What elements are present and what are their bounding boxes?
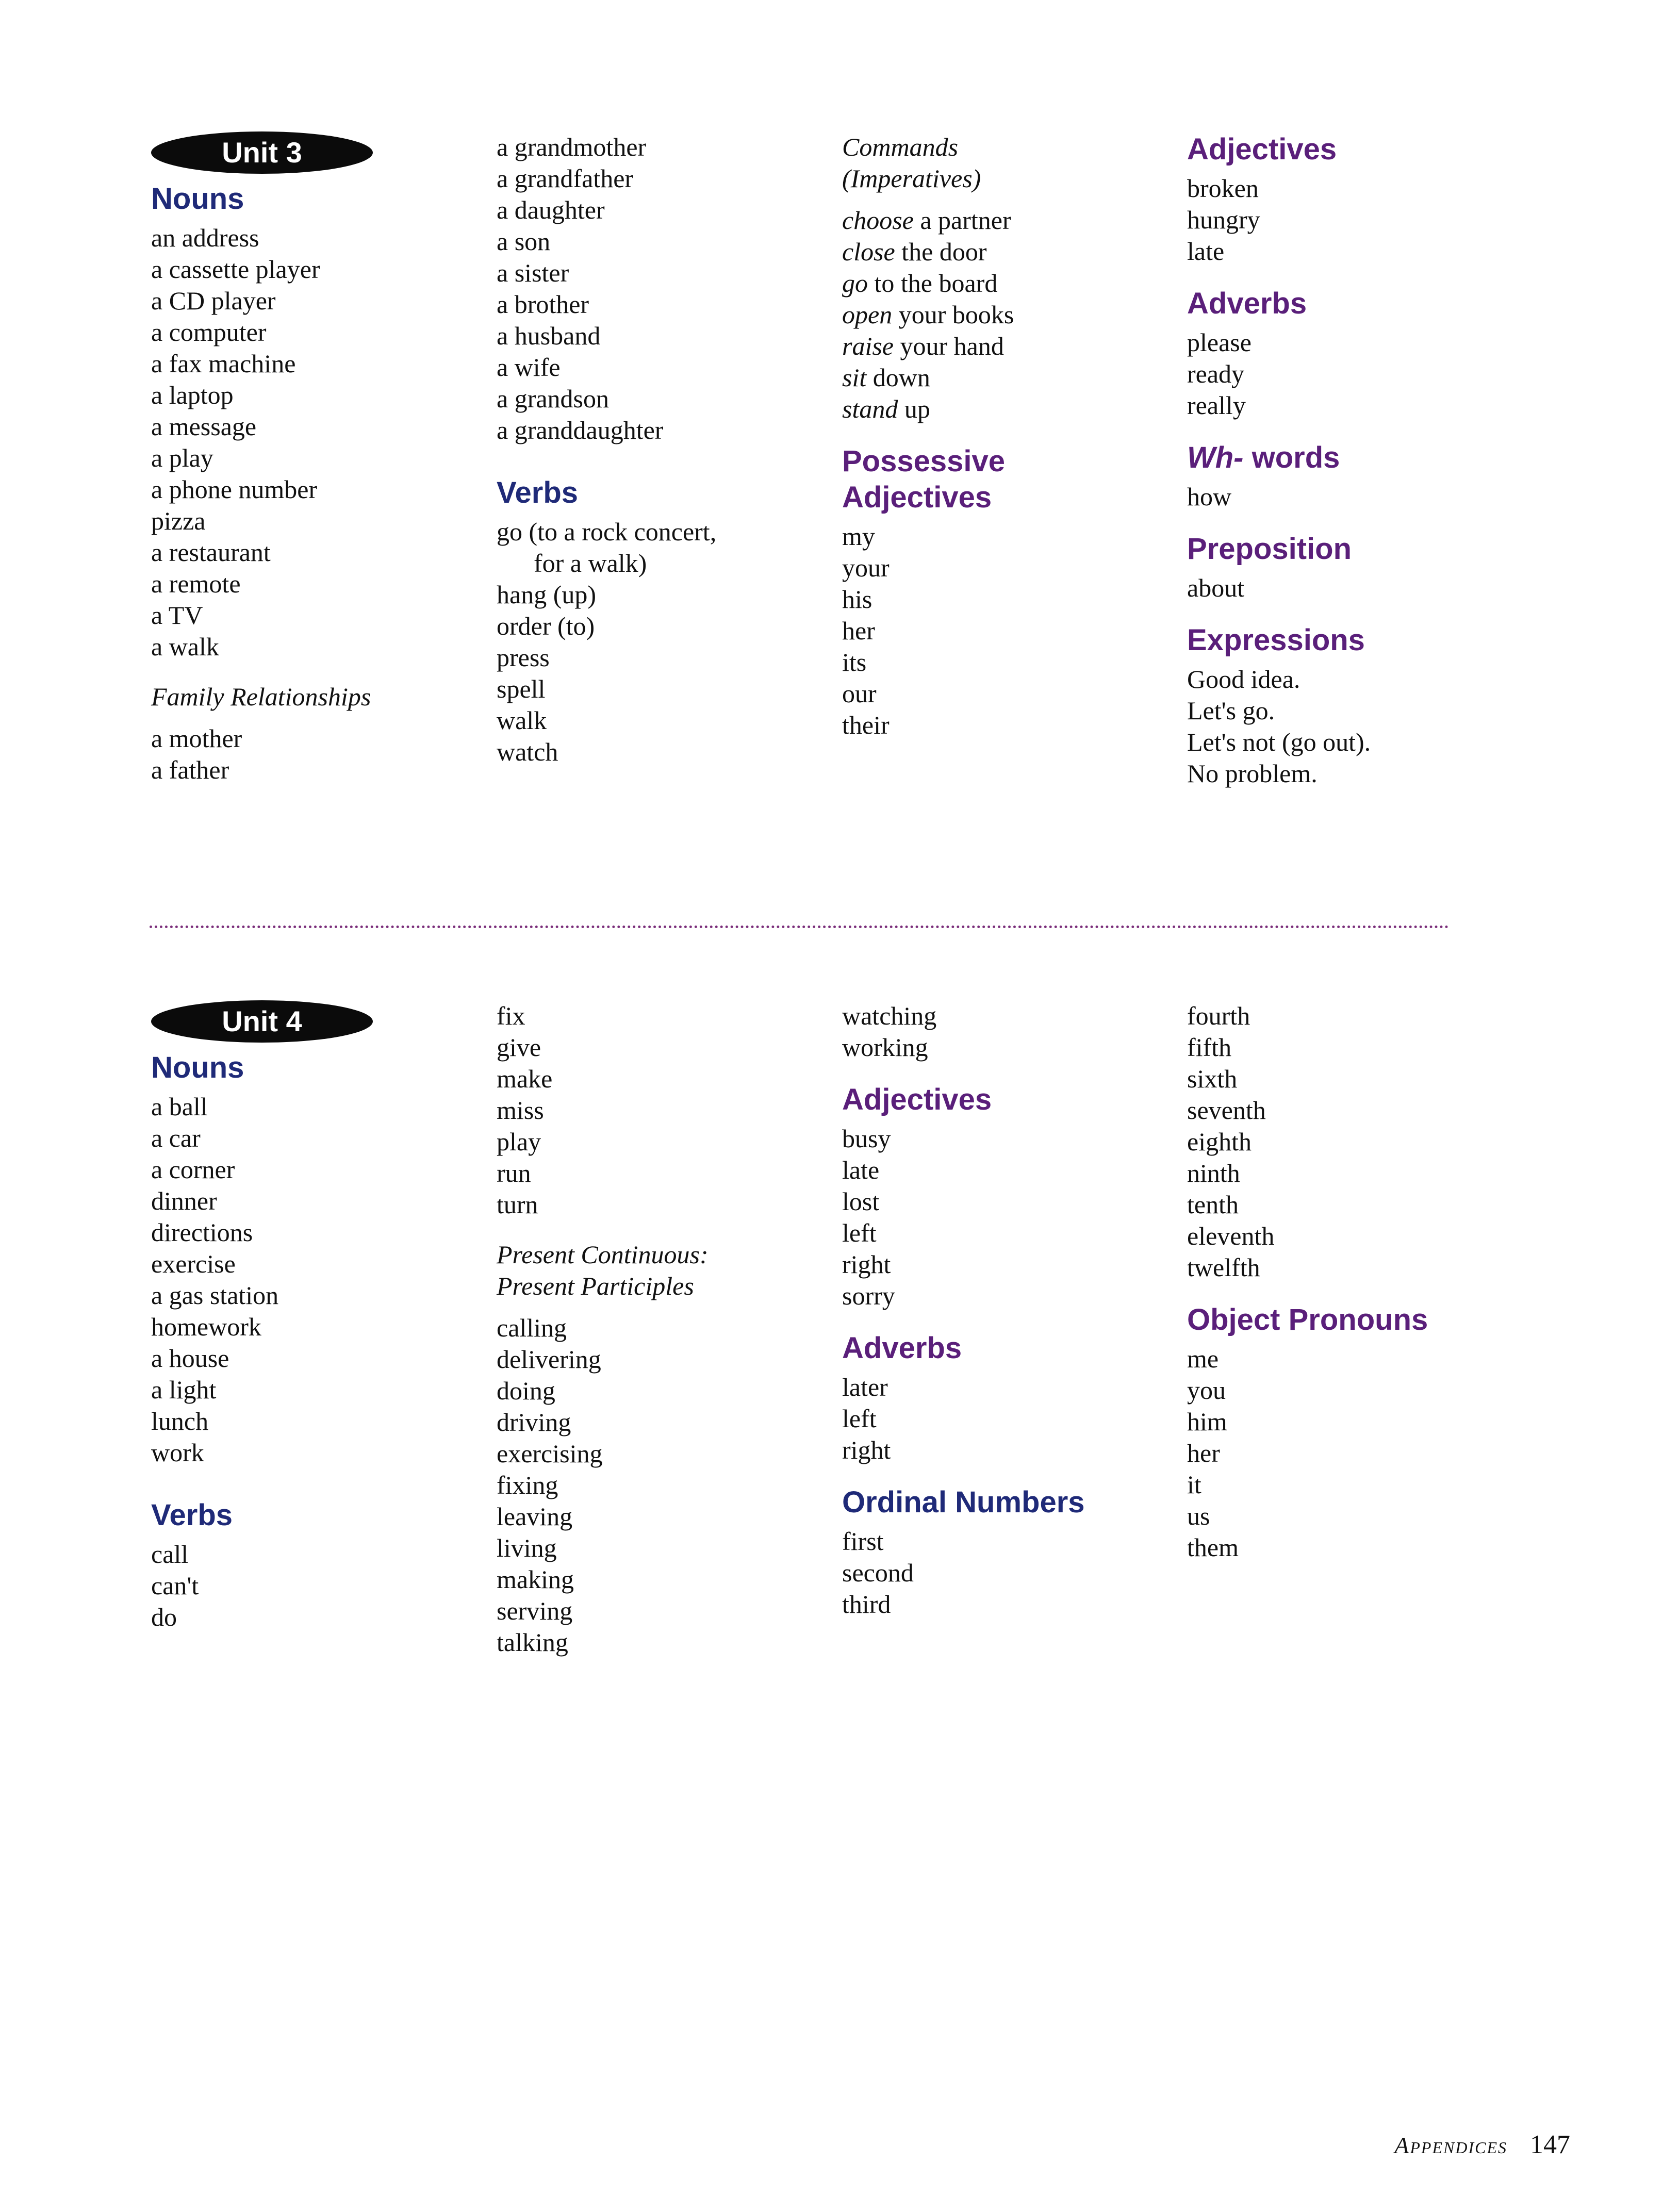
list-item: ready <box>1187 359 1245 388</box>
list-item: busy <box>842 1124 891 1153</box>
list-item: your <box>842 553 890 582</box>
list-item: sixth <box>1187 1064 1238 1093</box>
list-item: do <box>151 1603 177 1631</box>
list-item: pizza <box>151 506 206 535</box>
unit4-verbs-heading: Verbs <box>151 1498 233 1532</box>
list-item: a restaurant <box>151 538 271 567</box>
list-item: work <box>151 1438 204 1467</box>
list-item: him <box>1187 1407 1227 1436</box>
unit3-column-4 <box>1187 131 1517 789</box>
list-item: sorry <box>842 1281 895 1310</box>
unit4-column-2 <box>497 1000 827 1658</box>
list-item: second <box>842 1558 914 1587</box>
list-item: late <box>1187 237 1225 266</box>
list-item: me <box>1187 1344 1219 1373</box>
list-item: them <box>1187 1533 1239 1562</box>
unit3-commands-subheading-2: (Imperatives) <box>842 164 981 193</box>
list-item: raise your hand <box>842 332 1004 360</box>
list-item: fifth <box>1187 1033 1232 1062</box>
list-item: a grandmother <box>497 133 647 161</box>
list-item: open your books <box>842 300 1014 329</box>
list-item: close the door <box>842 237 987 266</box>
list-item: hungry <box>1187 205 1260 234</box>
list-item: delivering <box>497 1345 601 1374</box>
list-item: fourth <box>1187 1001 1250 1030</box>
list-item: ninth <box>1187 1159 1240 1187</box>
list-item: a TV <box>151 601 203 630</box>
unit3-adverbs-heading: Adverbs <box>1187 287 1307 320</box>
list-item: a fax machine <box>151 349 296 378</box>
list-item: our <box>842 679 877 708</box>
list-item: stand up <box>842 394 930 423</box>
unit3-possessive-heading-2: Adjectives <box>842 481 992 514</box>
list-item: eleventh <box>1187 1221 1275 1250</box>
list-item: for a walk) <box>534 549 647 577</box>
list-item: tenth <box>1187 1190 1239 1219</box>
list-item: a car <box>151 1124 201 1152</box>
list-item: her <box>842 616 875 645</box>
unit3-column-1 <box>151 131 481 786</box>
list-item: watch <box>497 737 558 766</box>
list-item: my <box>842 522 875 551</box>
list-item: a phone number <box>151 475 318 504</box>
list-item: its <box>842 648 867 676</box>
section-divider <box>150 926 1449 928</box>
list-item: a walk <box>151 632 219 661</box>
running-footer-label: Appendices <box>1394 2132 1507 2158</box>
list-item: lunch <box>151 1407 209 1435</box>
list-item: Good idea. <box>1187 665 1300 694</box>
list-item: a grandfather <box>497 164 634 193</box>
list-item: her <box>1187 1439 1220 1467</box>
list-item: call <box>151 1540 189 1569</box>
list-item: a son <box>497 227 551 256</box>
list-item: left <box>842 1404 877 1433</box>
list-item: a daughter <box>497 195 605 224</box>
list-item: a grandson <box>497 384 609 413</box>
unit4-adjectives-heading: Adjectives <box>842 1083 992 1116</box>
unit3-wh-words-heading: Wh- words <box>1187 441 1340 474</box>
unit4-column-4 <box>1187 1000 1517 1563</box>
list-item: a sister <box>497 258 569 287</box>
unit4-participles-subheading: Present Continuous: <box>497 1240 709 1269</box>
list-item: a father <box>151 755 229 784</box>
list-item: his <box>842 585 872 614</box>
list-item: dinner <box>151 1186 217 1215</box>
list-item: about <box>1187 573 1245 602</box>
list-item: driving <box>497 1408 571 1437</box>
list-item: go (to a rock concert, <box>497 517 717 546</box>
list-item: turn <box>497 1190 538 1219</box>
list-item: walk <box>497 706 547 735</box>
list-item: Let's not (go out). <box>1187 728 1371 756</box>
list-item: a wife <box>497 353 561 382</box>
unit3-column-3 <box>842 131 1172 741</box>
list-item: sit down <box>842 363 930 392</box>
list-item: a granddaughter <box>497 416 664 444</box>
list-item: exercise <box>151 1249 236 1278</box>
list-item: living <box>497 1533 557 1562</box>
unit3-commands-subheading: Commands <box>842 133 959 161</box>
list-item: eighth <box>1187 1127 1252 1156</box>
list-item: press <box>497 643 550 672</box>
list-item: right <box>842 1250 891 1279</box>
list-item: how <box>1187 482 1232 511</box>
list-item: a CD player <box>151 286 276 315</box>
list-item: run <box>497 1159 531 1187</box>
unit3-family-subheading: Family Relationships <box>151 682 371 711</box>
list-item: an address <box>151 223 259 252</box>
list-item: later <box>842 1373 888 1401</box>
list-item: give <box>497 1033 541 1062</box>
list-item: hang (up) <box>497 580 596 609</box>
list-item: you <box>1187 1376 1226 1405</box>
list-item: a light <box>151 1375 217 1404</box>
list-item: go to the board <box>842 269 998 298</box>
page-number: 147 <box>1530 2130 1570 2159</box>
list-item: a cassette player <box>151 255 320 284</box>
list-item: third <box>842 1590 891 1619</box>
unit3-expressions-heading: Expressions <box>1187 623 1365 657</box>
list-item: a husband <box>497 321 601 350</box>
list-item: please <box>1187 328 1252 357</box>
list-item: broken <box>1187 174 1259 203</box>
page-footer <box>1394 2130 1570 2160</box>
list-item: a house <box>151 1344 229 1373</box>
unit4-adverbs-heading: Adverbs <box>842 1331 962 1365</box>
unit3-badge: Unit 3 <box>151 131 373 174</box>
unit4-column-1 <box>151 1000 481 1633</box>
list-item: spell <box>497 674 546 703</box>
list-item: play <box>497 1127 541 1156</box>
list-item: a brother <box>497 290 589 319</box>
list-item: exercising <box>497 1439 603 1468</box>
list-item: seventh <box>1187 1096 1266 1125</box>
unit4-column-3 <box>842 1000 1172 1620</box>
unit4-object-pronouns-heading: Object Pronouns <box>1187 1303 1428 1336</box>
list-item: homework <box>151 1312 261 1341</box>
list-item: can't <box>151 1571 199 1600</box>
list-item: left <box>842 1218 877 1247</box>
unit3-possessive-heading: Possessive <box>842 444 1006 478</box>
list-item: fix <box>497 1001 525 1030</box>
list-item: right <box>842 1435 891 1464</box>
list-item: working <box>842 1033 928 1062</box>
list-item: serving <box>497 1596 573 1625</box>
list-item: their <box>842 711 890 739</box>
unit3-verbs-heading: Verbs <box>497 476 578 509</box>
list-item: lost <box>842 1187 880 1216</box>
list-item: No problem. <box>1187 759 1318 788</box>
list-item: a computer <box>151 318 267 346</box>
unit3-nouns-heading: Nouns <box>151 182 244 216</box>
list-item: miss <box>497 1096 544 1125</box>
unit4-participles-subheading-2: Present Participles <box>497 1272 694 1300</box>
list-item: a remote <box>151 569 241 598</box>
list-item: talking <box>497 1628 568 1657</box>
list-item: order (to) <box>497 612 595 640</box>
list-item: a corner <box>151 1155 235 1184</box>
list-item: a play <box>151 443 213 472</box>
unit3-preposition-heading: Preposition <box>1187 532 1352 566</box>
list-item: calling <box>497 1313 567 1342</box>
list-item: watching <box>842 1001 937 1030</box>
list-item: really <box>1187 391 1246 420</box>
list-item: directions <box>151 1218 253 1247</box>
unit4-nouns-heading: Nouns <box>151 1051 244 1084</box>
unit3-column-2 <box>497 131 827 768</box>
list-item: fixing <box>497 1471 558 1499</box>
list-item: a mother <box>151 724 242 753</box>
list-item: a message <box>151 412 257 441</box>
list-item: a ball <box>151 1092 208 1121</box>
list-item: choose a partner <box>842 206 1011 235</box>
unit4-ordinal-numbers-heading: Ordinal Numbers <box>842 1485 1085 1519</box>
list-item: leaving <box>497 1502 573 1531</box>
list-item: Let's go. <box>1187 696 1275 725</box>
list-item: a gas station <box>151 1281 279 1310</box>
unit3-adjectives-heading: Adjectives <box>1187 133 1337 166</box>
list-item: doing <box>497 1376 555 1405</box>
list-item: first <box>842 1527 884 1556</box>
list-item: us <box>1187 1501 1210 1530</box>
list-item: a laptop <box>151 381 234 409</box>
list-item: making <box>497 1565 574 1594</box>
list-item: it <box>1187 1470 1201 1499</box>
list-item: twelfth <box>1187 1253 1260 1282</box>
list-item: late <box>842 1155 880 1184</box>
unit4-badge: Unit 4 <box>151 1000 373 1043</box>
list-item: make <box>497 1064 553 1093</box>
